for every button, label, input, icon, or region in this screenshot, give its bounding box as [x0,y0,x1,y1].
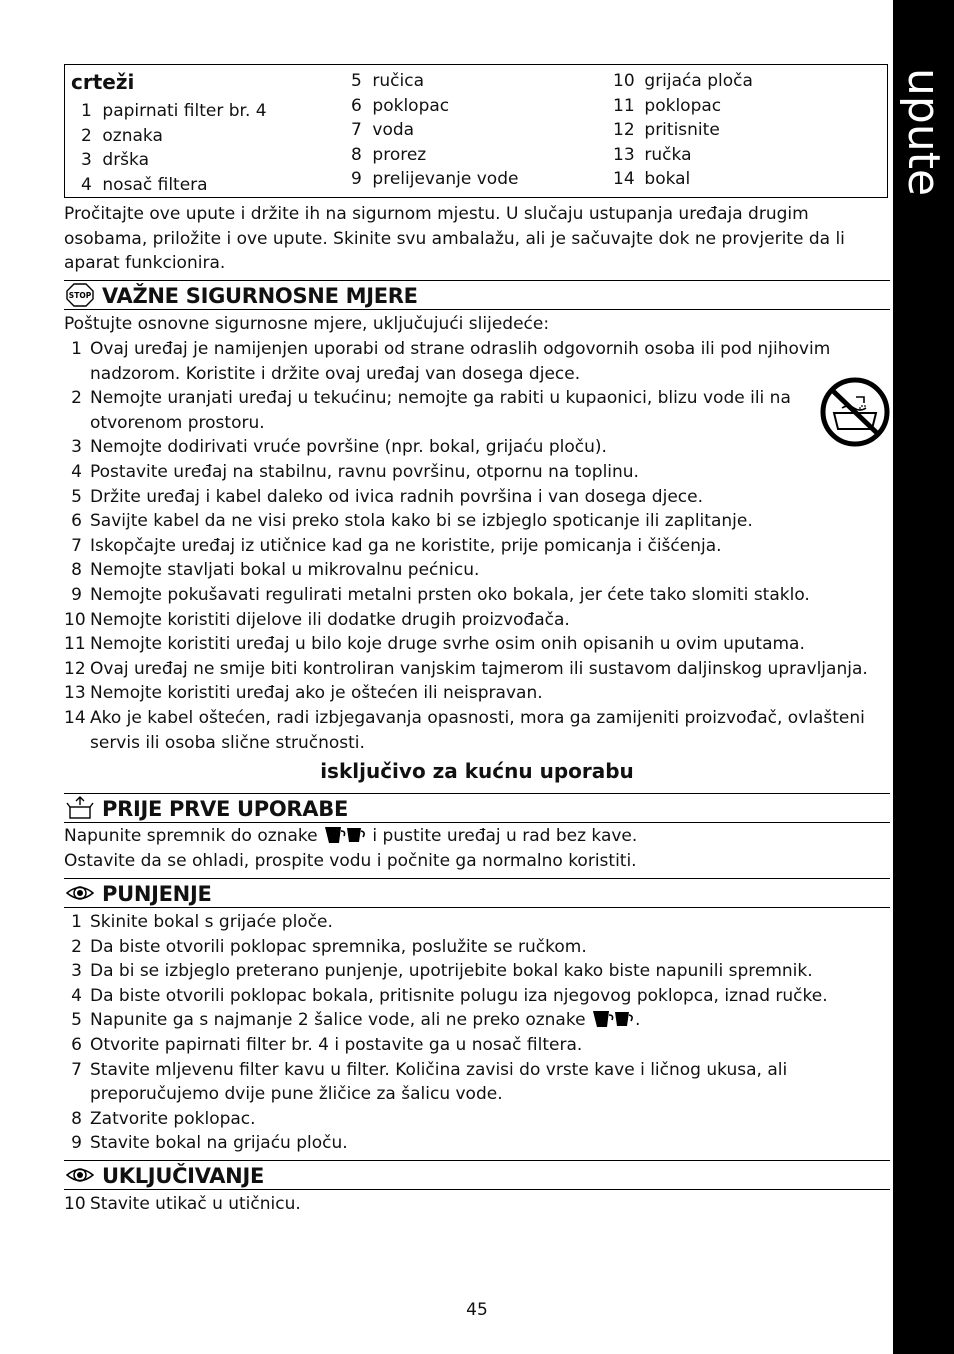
legend-item: 3 drška [81,150,150,171]
first-use-text: Napunite spremnik do oznake i pustite uređaj u rad bez kave. Ostavite da se ohladi, prospite vodu i počnite ga normalno koristiti. [64,826,638,871]
eye-icon [66,1163,94,1187]
cup-mark-icon [591,1009,635,1029]
filling-heading [64,878,890,908]
list-item: 6 Otvorite papirnati filter br. 4 i postavite ga u nosač filtera. [71,1034,583,1055]
first-use-heading-text: PRIJE PRVE UPORABE [102,797,348,821]
list-item: 8 Zatvorite poklopac. [71,1108,256,1129]
eye-icon [66,881,94,905]
legend-item: 14 bokal [613,169,691,190]
list-item: 10 Nemojte koristiti dijelove ili dodatke drugih proizvođača. [64,609,570,630]
legend-col-3 [613,69,753,192]
list-item: 12 Ovaj uređaj ne smije biti kontroliran vanjskim tajmerom ili sustavom daljinskog upravljanja. [64,658,868,679]
list-item: 13 Nemojte koristiti uređaj ako je oštećen ili neispravan. [64,683,543,704]
no-bath-icon [820,377,890,447]
legend-item: 1 papirnati filter br. 4 [81,101,267,121]
list-item: 6 Savijte kabel da ne visi preko stola kako bi se izbjeglo spoticanje ili zaplitanje. [71,511,753,532]
switch-on-heading-text: UKLJUČIVANJE [102,1164,265,1188]
list-item: 9 Nemojte pokušavati regulirati metalni prsten oko bokala, jer ćete tako slomiti staklo. [71,584,810,605]
unpack-icon [66,796,94,820]
list-item: 14 Ako je kabel oštećen, radi izbjegavanja opasnosti, mora ga zamijeniti proizvođač, ovlašteni servis ili osoba slične stručnosti. [64,707,865,753]
list-item: 5 Napunite ga s najmanje 2 šalice vode, ali ne preko oznake . [71,1010,641,1031]
legend-item: 8 prorez [351,144,427,165]
svg-text:STOP: STOP [68,291,92,300]
list-item: 9 Stavite bokal na grijaću ploču. [71,1133,348,1154]
list-item: 4 Da biste otvorili poklopac bokala, pritisnite polugu iza njegovog poklopca, iznad ručke. [71,985,828,1006]
list-item: 8 Nemojte stavljati bokal u mikrovalnu pećnicu. [71,560,480,581]
legend-item: 13 ručka [613,144,692,165]
legend-item: 5 ručica [351,71,425,91]
first-use-heading [64,793,890,823]
side-tab [893,0,954,1354]
legend-item: 11 poklopac [613,95,722,116]
intro-paragraph: Pročitajte ove upute i držite ih na sigurnom mjestu. U slučaju ustupanja uređaja drugim osobama, priložite i ove upute. Skinite svu ambalažu, ali je sačuvajte dok ne provjerite da li aparat funkcionira. [64,204,845,274]
legend-item: 2 oznaka [81,125,163,146]
list-item: 7 Stavite mljevenu filter kavu u filter. Količina zavisi do vrste kave i ličnog ukusa, ali preporučujemo dvije pune žličice za šalicu vode. [71,1059,788,1105]
legend-item: 12 pritisnite [613,120,720,141]
legend-box [64,64,888,198]
household-use-note: isključivo za kućnu uporabu [320,759,634,783]
switch-on-heading [64,1160,890,1190]
legend-item: 4 nosač filtera [81,174,208,195]
legend-item: 10 grijaća ploča [613,71,753,91]
list-item: 3 Da bi se izbjeglo preterano punjenje, upotrijebite bokal kako biste napunili spremnik. [71,961,813,982]
switch-on-list [64,1192,884,1217]
safety-heading [64,280,890,310]
list-item: 7 Iskopčajte uređaj iz utičnice kad ga ne koristite, prije pomicanja i čišćenja. [71,535,722,556]
legend-item: 7 voda [351,120,415,141]
list-item: 2 Da biste otvorili poklopac spremnika, poslužite se ručkom. [71,936,587,957]
list-item: 5 Držite uređaj i kabel daleko od ivica radnih površina i van dosega djece. [71,486,703,507]
legend-col-2 [351,69,518,192]
list-item: 11 Nemojte koristiti uređaj u bilo koje druge svrhe osim onih opisanih u ovim uputama. [64,634,805,655]
list-item: 1 Ovaj uređaj je namijenjen uporabi od strane odraslih odgovornih osoba ili pod njihovim nadzorom. Koristite i držite ovaj uređaj van dosega djece. [71,339,831,384]
legend-item: 9 prelijevanje vode [351,169,519,190]
safety-heading-text: VAŽNE SIGURNOSNE MJERE [102,284,418,308]
filling-list [64,910,884,1156]
list-item: 2 Nemojte uranjati uređaj u tekućinu; nemojte ga rabiti u kupaonici, blizu vode ili na otvorenom prostoru. [71,388,791,433]
list-item: 3 Nemojte dodirivati vruće površine (npr. bokal, grijaću ploču). [71,437,607,458]
side-tab-label: upute [898,68,949,197]
cup-mark-icon [323,825,367,845]
list-item: 1 Skinite bokal s grijaće ploče. [71,912,333,932]
list-item: 10 Stavite utikač u utičnicu. [64,1194,301,1214]
list-item: 4 Postavite uređaj na stabilnu, ravnu površinu, otpornu na toplinu. [71,461,639,482]
safety-lead: Poštujte osnovne sigurnosne mjere, uključujući slijedeće: [64,314,550,334]
page-number: 45 [466,1300,488,1320]
filling-heading-text: PUNJENJE [102,882,212,906]
stop-icon [66,283,94,307]
legend-col-1 [81,99,267,197]
safety-list [64,337,884,755]
legend-item: 6 poklopac [351,95,450,116]
legend-title: crteži [71,70,135,94]
